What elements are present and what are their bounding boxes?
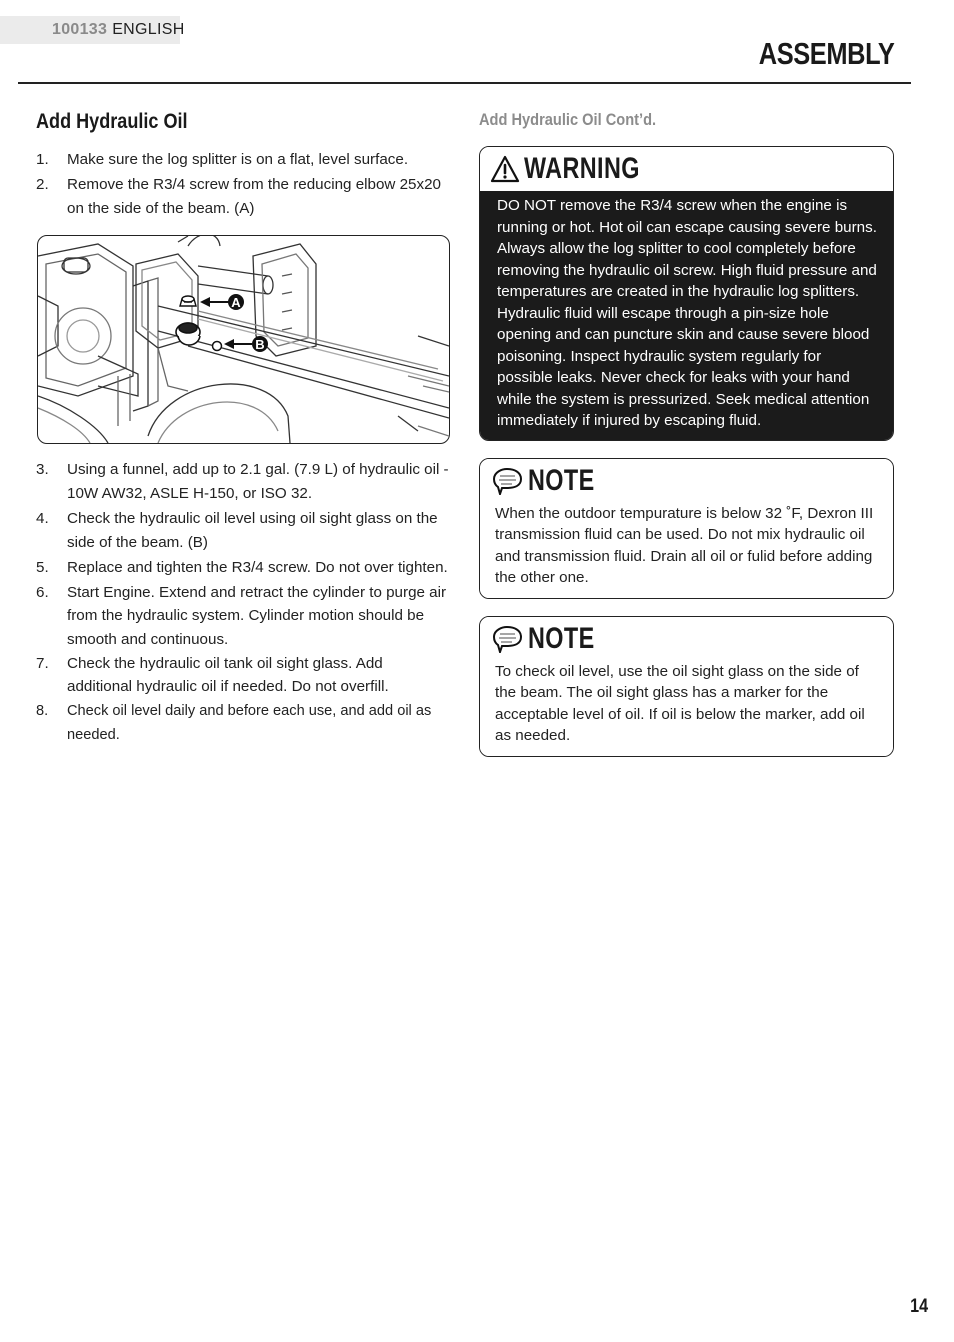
header-tab [0, 16, 185, 44]
log-splitter-drawing [38, 236, 449, 443]
svg-text:A: A [231, 295, 241, 310]
step-item: 7. Check the hydraulic oil tank oil sight glass. Add additional hydraulic oil if needed. Do not overfill. [36, 654, 389, 696]
note-bubble-icon [490, 467, 524, 495]
warning-header [480, 147, 893, 191]
step-item: 8. Check oil level daily and before each use, and add oil as needed. [36, 703, 432, 744]
step-item: 4. Check the hydraulic oil level using oil sight glass on the side of the beam. (B) [36, 510, 438, 551]
warning-box [479, 146, 894, 441]
note-text-1: When the outdoor tempurature is below 32 ˚F, Dexron III transmission fluid can be used. Do not mix hydraulic oil and transmission fluid. Drain all oil or fulid before adding the other one. [480, 503, 893, 598]
page-number: 14 [910, 1296, 928, 1317]
note-title-1: NOTE [528, 463, 595, 497]
note-box-1 [479, 458, 894, 599]
right-column [479, 110, 894, 774]
contd-heading: Add Hydraulic Oil Cont’d. [479, 110, 657, 129]
callout-a [228, 294, 244, 310]
section-title: ASSEMBLY [758, 36, 894, 71]
note-header-2 [480, 617, 893, 661]
note-bubble-icon [490, 625, 524, 653]
warning-triangle-icon [490, 155, 520, 183]
left-column [36, 110, 450, 748]
note-box-2 [479, 616, 894, 757]
model-number: 100133 [52, 21, 108, 38]
header-divider [18, 82, 911, 84]
log-splitter-illustration [37, 235, 450, 444]
step-item: 1. Make sure the log splitter is on a flat, level surface. [36, 151, 409, 168]
step-item: 3. Using a funnel, add up to 2.1 gal. (7.9 L) of hydraulic oil - 10W AW32, ASLE H-150, or ISO 32. [36, 461, 449, 502]
language-label: ENGLISH [112, 21, 185, 38]
add-hydraulic-oil-heading: Add Hydraulic Oil [36, 110, 188, 133]
warning-title: WARNING [524, 152, 640, 185]
step-item: 2. Remove the R3/4 screw from the reducing elbow 25x20 on the side of the beam. (A) [36, 176, 441, 217]
note-text-2: To check oil level, use the oil sight glass on the side of the beam. The oil sight glass has a marker for the acceptable level of oil. If oil is below the marker, add oil as needed. [480, 661, 893, 756]
note-header-1 [480, 459, 893, 503]
steps-list-b [36, 458, 450, 747]
warning-text: DO NOT remove the R3/4 screw when the engine is running or hot. Hot oil can escape causing severe burns. Always allow the log splitter to cool completely before removing the hydraulic oil screw. High fluid pressure and temperatures are created in the hydraulic log splitters. Hydraulic fluid will escape through a pin-size hole opening and can puncture skin and cause severe blood poisoning. Inspect hydraulic system regularly for possible leaks. Never check for leaks with your hand while the system is pressurized. Seek medical attention immediately if injured by escaping fluid. [480, 191, 893, 440]
steps-list-a [36, 148, 450, 221]
svg-text:B: B [255, 337, 265, 352]
note-title-2: NOTE [528, 621, 595, 655]
step-item: 6. Start Engine. Extend and retract the cylinder to purge air from the hydraulic system. Cylinder motion should be smooth and continuous. [36, 584, 447, 648]
step-item: 5. Replace and tighten the R3/4 screw. Do not over tighten. [36, 559, 448, 576]
callout-b [252, 336, 268, 352]
